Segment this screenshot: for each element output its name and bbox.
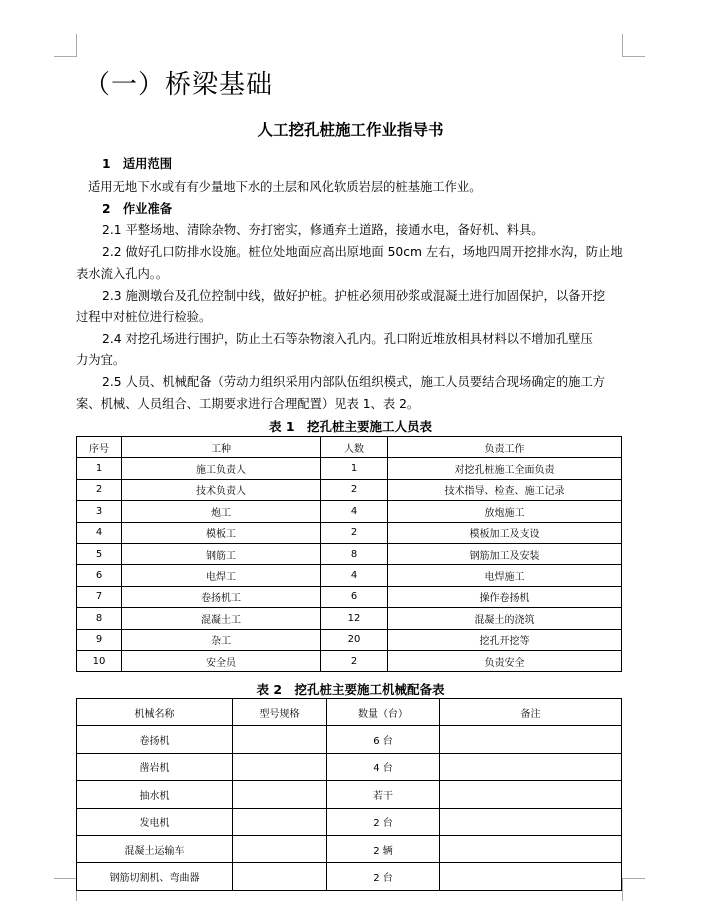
table-cell: 技术指导、检查、施工记录 <box>388 479 622 500</box>
table-header-cell: 机械名称 <box>77 699 233 726</box>
table-cell: 炮工 <box>122 501 321 522</box>
heading-preparation: 2 作业准备 <box>102 202 173 216</box>
table-cell: 电焊施工 <box>388 565 622 586</box>
table1-caption: 表 1 挖孔桩主要施工人员表 <box>268 419 433 434</box>
table-cell: 4 <box>77 522 122 543</box>
table-cell: 7 <box>77 586 122 607</box>
table-row <box>77 501 622 522</box>
table-cell <box>440 726 622 753</box>
table-cell: 模板工 <box>122 522 321 543</box>
paragraph-2-2: 2.2 做好孔口防排水设施。桩位处地面应高出原地面 50cm 左右，场地四周开挖排水沟，防止地 <box>102 245 623 259</box>
table-cell: 6 台 <box>327 726 440 753</box>
table-cell: 4 台 <box>327 753 440 780</box>
document-title: 人工挖孔桩施工作业指导书 <box>257 120 444 139</box>
page-corner-mark <box>622 878 645 901</box>
table-cell <box>440 753 622 780</box>
table-cell: 施工负责人 <box>122 458 321 479</box>
table-cell: 6 <box>77 565 122 586</box>
table-cell: 技术负责人 <box>122 479 321 500</box>
table-cell: 9 <box>77 629 122 650</box>
table-cell: 8 <box>321 543 388 564</box>
table-cell: 2 <box>321 650 388 671</box>
table-cell: 凿岩机 <box>77 753 233 780</box>
table-header-cell: 数量（台） <box>327 699 440 726</box>
paragraph-scope: 适用无地下水或有有少量地下水的土层和风化软质岩层的桩基施工作业。 <box>88 180 482 194</box>
table-cell: 2 <box>321 522 388 543</box>
table-row <box>77 608 622 629</box>
table-row <box>77 543 622 564</box>
table-row <box>77 650 622 671</box>
table-cell <box>233 808 327 835</box>
table-cell: 对挖孔桩施工全面负责 <box>388 458 622 479</box>
table-cell <box>233 781 327 808</box>
table-header-cell: 序号 <box>77 437 122 458</box>
table-cell <box>233 863 327 890</box>
machinery-table <box>76 698 622 891</box>
table-cell: 8 <box>77 608 122 629</box>
table-cell: 2 <box>321 479 388 500</box>
table-header-cell: 型号规格 <box>233 699 327 726</box>
table-cell: 12 <box>321 608 388 629</box>
table-cell: 钢筋加工及安装 <box>388 543 622 564</box>
page-corner-mark <box>622 34 645 57</box>
table-header-row <box>77 437 622 458</box>
table-row <box>77 835 622 862</box>
table-cell <box>440 863 622 890</box>
table-cell: 2 台 <box>327 808 440 835</box>
table-row <box>77 522 622 543</box>
table-cell: 6 <box>321 586 388 607</box>
heading-scope: 1 适用范围 <box>102 157 173 171</box>
table-cell: 若干 <box>327 781 440 808</box>
paragraph-2-1: 2.1 平整场地、清除杂物、夯打密实，修通弃土道路，接通水电，备好机、料具。 <box>102 223 544 237</box>
table-cell: 操作卷扬机 <box>388 586 622 607</box>
table-row <box>77 808 622 835</box>
table-cell: 挖孔开挖等 <box>388 629 622 650</box>
table-header-cell: 人数 <box>321 437 388 458</box>
table-cell <box>440 835 622 862</box>
table-cell: 2 辆 <box>327 835 440 862</box>
table-cell: 1 <box>77 458 122 479</box>
paragraph-2-3: 2.3 施测墩台及孔位控制中线，做好护桩。护桩必须用砂浆或混凝土进行加固保护，以备开挖 <box>102 289 606 303</box>
table-cell: 发电机 <box>77 808 233 835</box>
table-row <box>77 586 622 607</box>
table-cell: 2 台 <box>327 863 440 890</box>
table-cell: 混凝土的浇筑 <box>388 608 622 629</box>
table-row <box>77 565 622 586</box>
table-row <box>77 458 622 479</box>
table-cell: 模板加工及支设 <box>388 522 622 543</box>
table-header-cell: 备注 <box>440 699 622 726</box>
paragraph-2-4: 2.4 对挖孔场进行围护，防止土石等杂物滚入孔内。孔口附近堆放相具材料以不增加孔壁压 <box>102 332 593 346</box>
table-cell: 3 <box>77 501 122 522</box>
page-corner-mark <box>54 34 77 57</box>
page-corner-mark <box>54 878 77 901</box>
paragraph-2-4-cont: 力为宜。 <box>76 353 126 367</box>
paragraph-2-5: 2.5 人员、机械配备（劳动力组织采用内部队伍组织模式，施工人员要结合现场确定的施工方 <box>102 375 606 389</box>
paragraph-2-2-cont: 表水流入孔内。。 <box>76 267 169 281</box>
table-row <box>77 479 622 500</box>
table-row <box>77 863 622 890</box>
paragraph-2-3-cont: 过程中对桩位进行检验。 <box>76 310 212 324</box>
table-cell: 抽水机 <box>77 781 233 808</box>
table-cell: 2 <box>77 479 122 500</box>
table-cell: 卷扬机 <box>77 726 233 753</box>
table-cell: 放炮施工 <box>388 501 622 522</box>
personnel-table <box>76 436 622 672</box>
table-row <box>77 726 622 753</box>
table-cell: 卷扬机工 <box>122 586 321 607</box>
table-cell <box>440 808 622 835</box>
table-cell <box>233 753 327 780</box>
table-row <box>77 629 622 650</box>
table-row <box>77 781 622 808</box>
table-cell <box>233 835 327 862</box>
table-cell: 混凝土工 <box>122 608 321 629</box>
table-cell: 电焊工 <box>122 565 321 586</box>
table-cell <box>233 726 327 753</box>
table-cell: 混凝土运输车 <box>77 835 233 862</box>
table-cell: 5 <box>77 543 122 564</box>
table-cell: 1 <box>321 458 388 479</box>
table-header-cell: 工种 <box>122 437 321 458</box>
table-cell: 负责安全 <box>388 650 622 671</box>
section-title: （一）桥梁基础 <box>84 70 274 100</box>
table-cell: 安全员 <box>122 650 321 671</box>
table-header-cell: 负责工作 <box>388 437 622 458</box>
table-row <box>77 753 622 780</box>
table-cell: 4 <box>321 501 388 522</box>
table-cell: 杂工 <box>122 629 321 650</box>
table-cell: 20 <box>321 629 388 650</box>
table-cell <box>440 781 622 808</box>
table-header-row <box>77 699 622 726</box>
paragraph-2-5-cont: 案、机械、人员组合、工期要求进行合理配置）见表 1、表 2。 <box>76 397 420 411</box>
table-cell: 钢筋工 <box>122 543 321 564</box>
table-cell: 10 <box>77 650 122 671</box>
table2-caption: 表 2 挖孔桩主要施工机械配备表 <box>256 682 445 697</box>
table-cell: 4 <box>321 565 388 586</box>
table-cell: 钢筋切割机、弯曲器 <box>77 863 233 890</box>
